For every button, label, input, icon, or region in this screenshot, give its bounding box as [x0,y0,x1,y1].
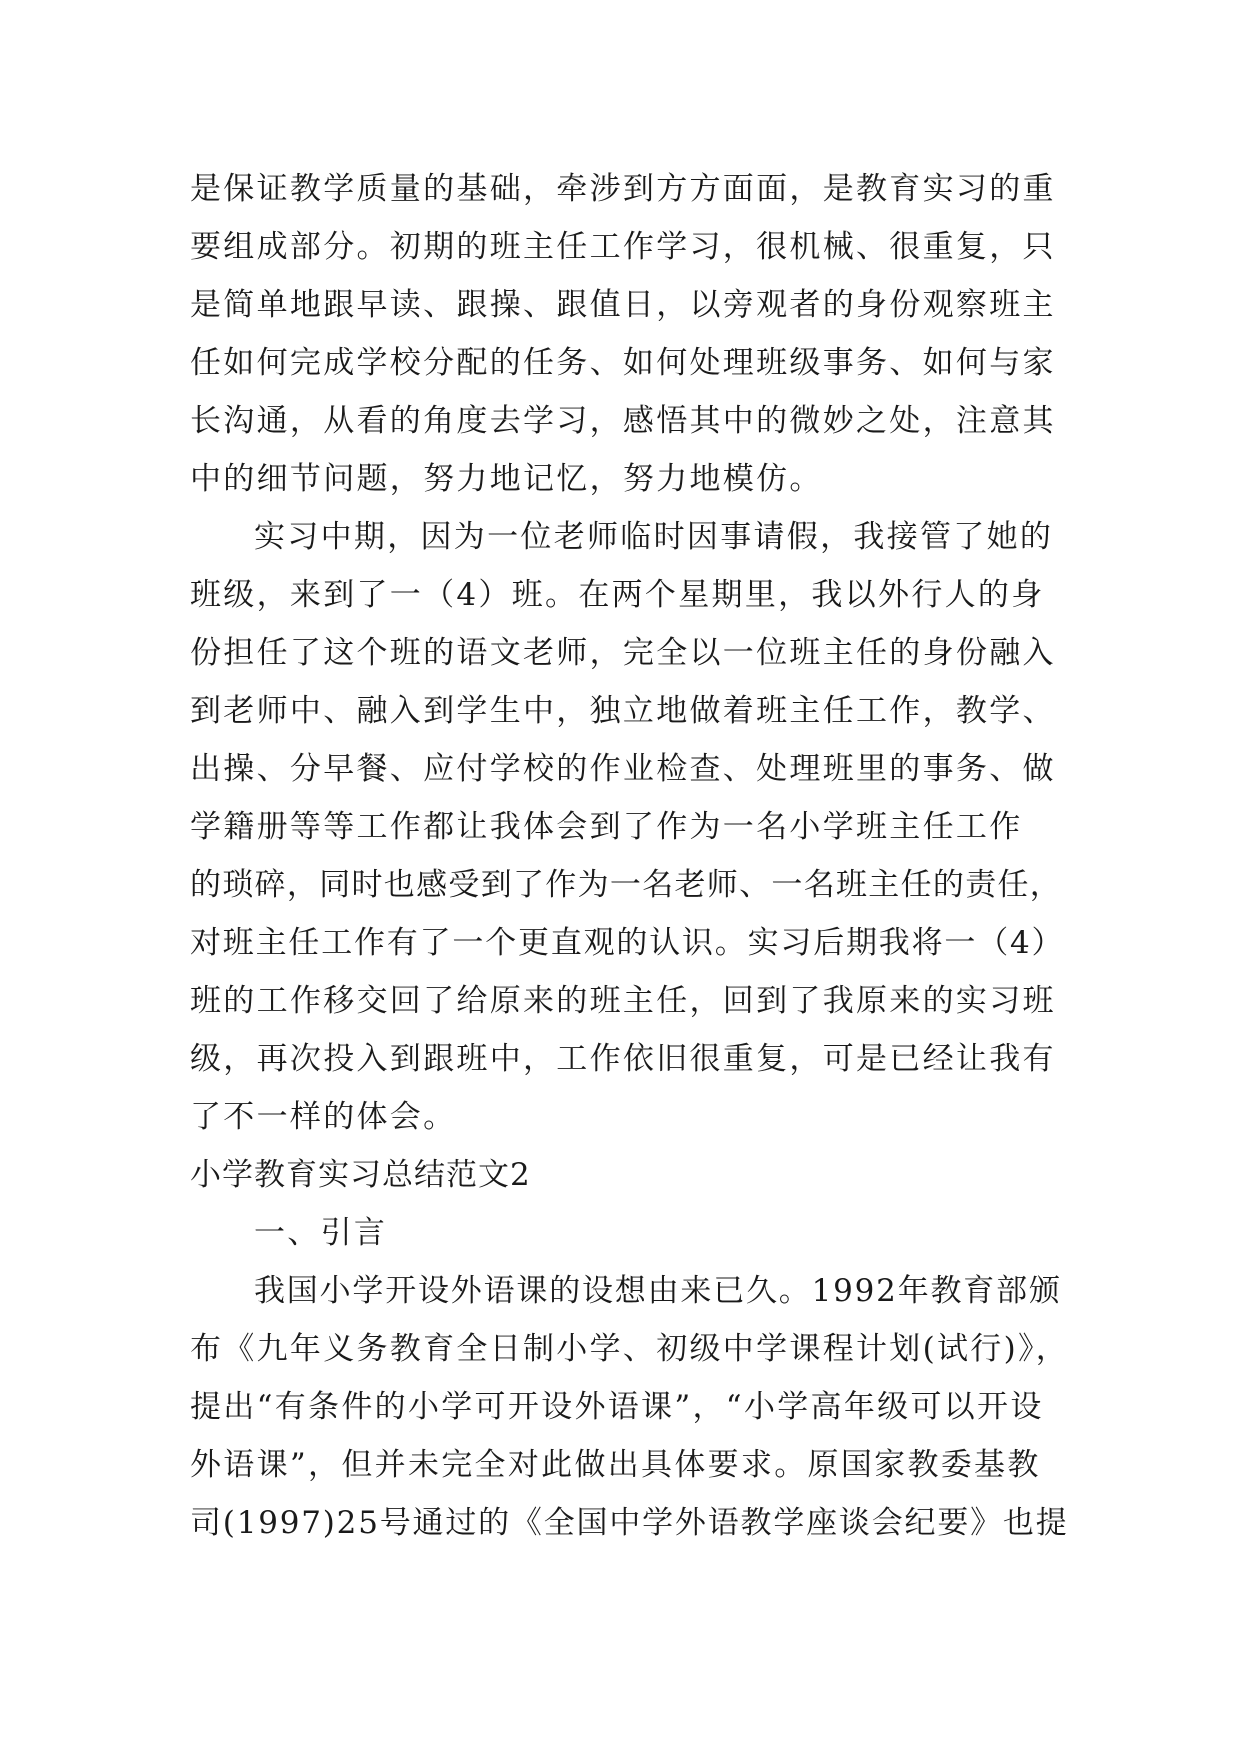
body-line: 了不一样的体会。 [190,1099,457,1135]
subsection-title: 一、引言 [254,1215,388,1251]
document-body [190,160,1070,1552]
body-line: 学籍册等等工作都让我体会到了作为一名小学班主任工作 [190,809,1023,845]
paragraph-start-line: 实习中期，因为一位老师临时因事请假，我接管了她的 [254,519,1054,555]
body-line: 份担任了这个班的语文老师，完全以一位班主任的身份融入 [190,635,1056,671]
body-line: 是简单地跟早读、跟操、跟值日，以旁观者的身份观察班主 [190,287,1056,323]
body-line: 长沟通，从看的角度去学习，感悟其中的微妙之处，注意其 [190,403,1056,439]
body-line: 要组成部分。初期的班主任工作学习，很机械、很重复，只 [190,229,1056,265]
body-line: 对班主任工作有了一个更直观的认识。实习后期我将一（4） [190,925,1065,961]
body-line: 中的细节问题，努力地记忆，努力地模仿。 [190,461,823,497]
body-line: 出操、分早餐、应付学校的作业检查、处理班里的事务、做 [190,751,1056,787]
body-line: 任如何完成学校分配的任务、如何处理班级事务、如何与家 [190,345,1056,381]
section-title: 小学教育实习总结范文2 [190,1157,531,1193]
body-line: 到老师中、融入到学生中，独立地做着班主任工作，教学、 [190,693,1056,729]
paragraph-start-line: 我国小学开设外语课的设想由来已久。1992年教育部颁 [254,1273,1062,1309]
body-line: 是保证教学质量的基础，牵涉到方方面面，是教育实习的重 [190,171,1056,207]
body-line: 班级，来到了一（4）班。在两个星期里，我以外行人的身 [190,577,1045,613]
body-line: 外语课”，但并未完全对此做出具体要求。原国家教委基教 [190,1447,1041,1483]
body-line: 提出“有条件的小学可开设外语课”，“小学高年级可以开设 [190,1389,1044,1425]
body-line: 班的工作移交回了给原来的班主任，回到了我原来的实习班 [190,983,1056,1019]
body-line: 司(1997)25号通过的《全国中学外语教学座谈会纪要》也提 [190,1505,1069,1541]
body-line: 布《九年义务教育全日制小学、初级中学课程计划(试行)》， [190,1331,1070,1367]
body-line: 的琐碎，同时也感受到了作为一名老师、一名班主任的责任， [190,867,1063,903]
body-line: 级，再次投入到跟班中，工作依旧很重复，可是已经让我有 [190,1041,1056,1077]
